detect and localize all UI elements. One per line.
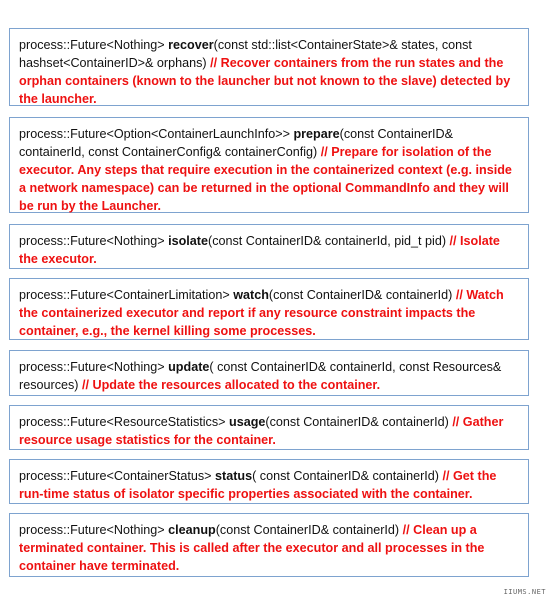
signature-prefix: process::Future<ResourceStatistics> [19, 415, 229, 429]
function-name: watch [233, 288, 269, 302]
box-update [9, 350, 529, 396]
signature-prefix: process::Future<Nothing> [19, 360, 169, 374]
signature-params: (const ContainerID& containerId, pid_t pid) [208, 234, 450, 248]
signature-params: (const ContainerID& containerId) [265, 415, 453, 429]
comment: // Clean up a terminated container. This is called after the executor and all processes in the container have terminated. [19, 523, 485, 573]
comment: // Recover containers from the run states and the orphan containers (known to the launcher but not known to the slave) detected by the launcher. [19, 56, 511, 106]
box-prepare [9, 117, 529, 213]
box-cleanup [9, 513, 529, 577]
function-name: cleanup [168, 523, 216, 537]
comment: // Gather resource usage statistics for the container. [19, 415, 504, 447]
box-isolate [9, 224, 529, 269]
function-name: update [168, 360, 210, 374]
signature-prefix: process::Future<Nothing> [19, 234, 169, 248]
signature-params: ( const ContainerID& containerId) [252, 469, 443, 483]
signature-prefix: process::Future<Option<ContainerLaunchInfo>> [19, 127, 294, 141]
box-recover [9, 28, 529, 106]
signature-prefix: process::Future<Nothing> [19, 523, 169, 537]
signature-prefix: process::Future<ContainerLimitation> [19, 288, 234, 302]
function-name: prepare [293, 127, 340, 141]
signature-params: (const ContainerID& containerId, const ContainerConfig& containerConfig) [19, 127, 454, 159]
comment: // Update the resources allocated to the container. [82, 378, 381, 392]
signature-prefix: process::Future<ContainerStatus> [19, 469, 216, 483]
function-name: recover [168, 38, 214, 52]
comment: // Get the run-time status of isolator specific properties associated with the container. [19, 469, 497, 501]
function-name: status [215, 469, 253, 483]
comment: // Prepare for isolation of the executor. Any steps that require execution in the containerized context (e.g. inside a network namespace) can be returned in the optional CommandInfo and they will be run by the Launcher. [19, 145, 512, 213]
signature-params: ( const ContainerID& containerId, const Resources& resources) [19, 360, 502, 392]
function-name: isolate [168, 234, 209, 248]
watermark: IIUMS.NET [503, 588, 546, 596]
signature-prefix: process::Future<Nothing> [19, 38, 169, 52]
box-watch [9, 278, 529, 340]
signature-params: (const ContainerID& containerId) [215, 523, 403, 537]
signature-params: (const ContainerID& containerId) [268, 288, 456, 302]
comment: // Isolate the executor. [19, 234, 500, 266]
function-name: usage [229, 415, 266, 429]
signature-params: (const std::list<ContainerState>& states, const hashset<ContainerID>& orphans) [19, 38, 472, 70]
comment: // Watch the containerized executor and report if any resource constraint impacts the container, e.g., the kernel killing some processes. [19, 288, 504, 338]
box-usage [9, 405, 529, 450]
box-status [9, 459, 529, 504]
